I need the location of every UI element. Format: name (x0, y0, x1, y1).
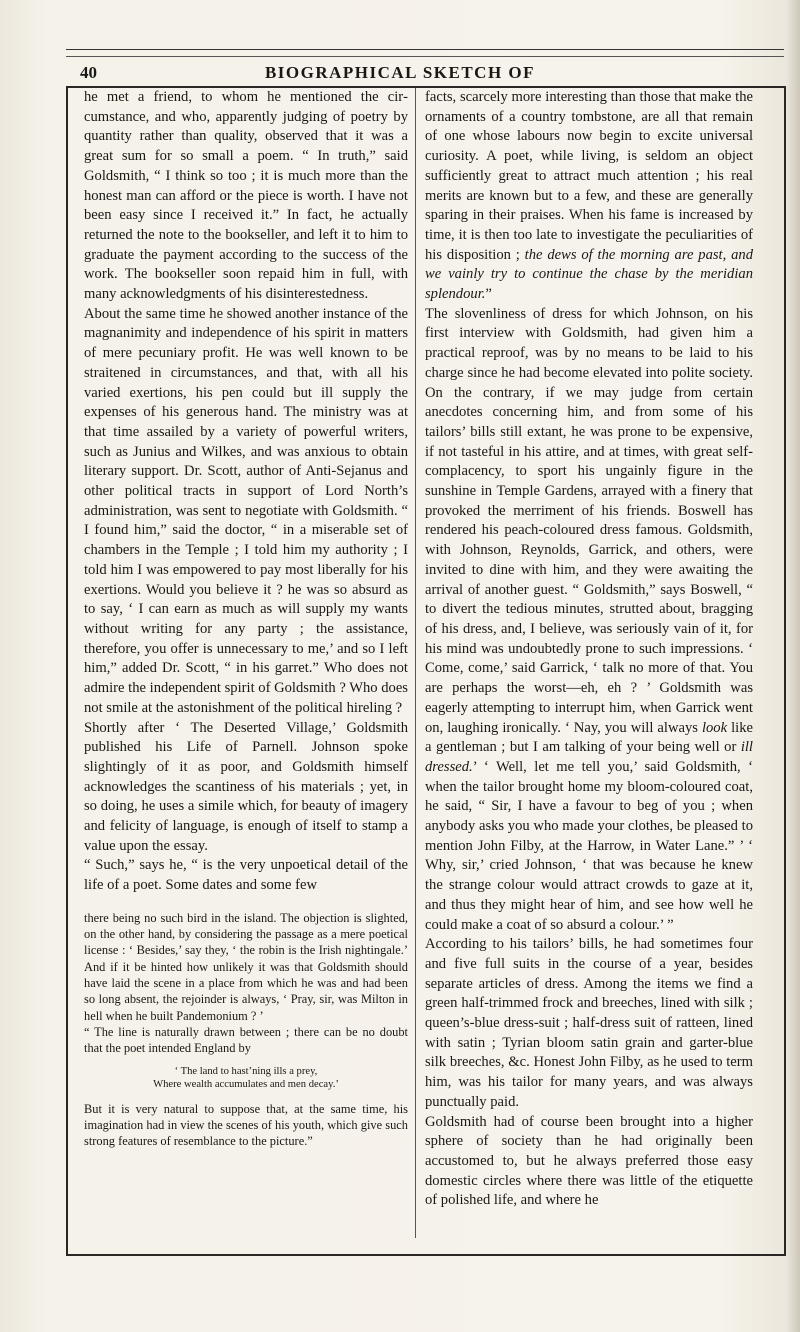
text-run: The slovenliness of dress for which Johnson, on his first interview with Goldsmith, had given him a practical reproof, was by no means to be laid to his charge since he had become elevated into polite society. On the contrary, if we may judge from certain anecdotes concerning him, and from some of his tailors’ bills still extant, he was prone to be expensive, if not tasteful in his attire, and at times, with great self-complacency, to sport his ungainly figure in the sunshine in Temple Gardens, arrayed with a finery that provoked the merriment of his friends. Boswell has rendered his peach-coloured dress famous. Goldsmith, with Johnson, Reynolds, Garrick, and others, were invited to dine with him, and they were awaiting the arrival of another guest. “ Goldsmith,” says Boswell, “ to divert the tedious minutes, strutted about, bragging of his dress, and, I believe, was seriously vain of it, for his mind was undoubtedly prone to such impressions. ‘ Come, come,’ said Garrick, ‘ talk no more of that. You are perhaps the worst—eh, eh ? ’ Goldsmith was eagerly attempting to interrupt him, when Garrick went on, laughing ironically. ‘ Nay, you will always (425, 305, 753, 736)
footnote-paragraph: But it is very natural to suppose that, at the same time, his imagination had in view the scenes of his youth, which give such strong features of resemblance to the picture.” (84, 1101, 408, 1149)
italic-word: look (701, 719, 728, 736)
text-run: ’ ‘ Well, let me tell you,’ said Goldsmith, ‘ when the tailor brought home my bloom-coloured coat, he said, “ Sir, I have a favour to beg of you ; when anybody asks you who made your clothes, be pleased to mention John Filby, at the Harrow, in Water Lane.” ’ ‘ Why, sir,’ cried Johnson, ‘ that was because he knew the strange colour would attract crowds to gaze at it, and thus they might hear of him, and see how well he could make a coat of so absurd a colour.’ ” (425, 758, 753, 933)
paragraph: “ Such,” says he, “ is the very unpoetical detail of the life of a poet. Some dates and some few (84, 857, 408, 894)
scan-edge-shadow (786, 0, 800, 1332)
top-rule (66, 49, 784, 50)
paragraph: Goldsmith had of course been brought into a higher sphere of society than he had originally been accustomed to, but he always preferred those easy domestic circles where there was little of the etiquette of polished life, and where he (425, 1113, 753, 1209)
text-run: ” (485, 286, 492, 303)
text-run: like a gentleman ; but I am talking of your being well or (425, 719, 753, 756)
footnote-paragraph: there being no such bird in the island. The objection is slighted, on the other hand, by considering the passage as a mere poetical license : ‘ Besides,’ say they, ‘ the robin is the Irish nightingale.’ And if it be hinted how unlikely it was that Goldsmith should have laid the scene in a place from which he was and had been so long absent, the rejoinder is always, ‘ Pray, sir, was Milton in hell when he built Pandemonium ? ’ (84, 910, 408, 1023)
right-column (425, 88, 753, 1211)
top-rule-secondary (66, 56, 784, 57)
verse-line: ‘ The land to hast’ning ills a prey, (174, 1065, 318, 1077)
verse-quote (84, 1065, 408, 1091)
paragraph (425, 88, 753, 305)
italic-quote: the dews of the morning are past, and we vainly try to continue the chase by the meridian splendour. (425, 246, 753, 303)
column-divider (415, 88, 416, 1238)
paragraph (425, 305, 753, 936)
page-number: 40 (80, 63, 97, 82)
left-column (84, 88, 408, 1149)
paragraph: he met a friend, to whom he mentioned the circumstance, and who, apparently judging of poetry by quantity rather than quality, observed that it was a great sum for so small a poem. “ In truth,” said Goldsmith, “ I think so too ; it is much more than the honest man can afford or the piece is worth. I have not been easy since I received it.” In fact, he actually returned the note to the bookseller, and left it to him to graduate the payment according to the success of the work. The bookseller soon repaid him in full, with many acknowledgments of his disinterestedness. (84, 89, 408, 303)
text-run: facts, scarcely more interesting than those that make the ornaments of a country tombstone, are all that remain of one whose labours now begin to excite universal curiosity. A poet, while living, is seldom an object sufficiently great to attract much attention ; his real merits are known but to a few, and these are generally sparing in their praises. When his fame is increased by time, it is then too late to investigate the peculiarities of his disposition ; (425, 89, 753, 263)
italic-word: ill dressed. (425, 739, 753, 775)
paragraph: According to his tailors’ bills, he had sometimes four and five full suits in the course of a year, besides separate articles of dress. Among the items we find a green half-trimmed frock and breeches, lined with silk ; queen’s-blue dress-suit ; half-dress suit of ratteen, lined with satin ; Tyrian bloom satin grain and garter-blue silk breeches, &c. Honest John Filby, as he used to term him, was his tailor for many years, and was always punctually paid. (425, 936, 753, 1110)
paragraph: Shortly after ‘ The Deserted Village,’ Goldsmith published his Life of Parnell. Johnson spoke slightingly of it as poor, and Goldsmith himself acknowledges the scantiness of his materials ; yet, in so doing, he uses a simile which, for beauty of imagery and felicity of language, is enough of itself to stamp a value upon the essay. (84, 719, 408, 854)
verse-line: Where wealth accumulates and men decay.’ (153, 1078, 339, 1090)
paragraph: About the same time he showed another instance of the magnanimity and independence of his spirit in matters of mere pecuniary profit. He was well known to be straitened in circumstances, and that, with all his varied exertions, his pen could but ill supply the expenses of his generous hand. The ministry was at that time assailed by a variety of powerful writers, such as Junius and Wilkes, and was anxious to obtain literary support. Dr. Scott, author of Anti-Sejanus and other political tracts in support of Lord North’s administration, was sent to negotiate with Goldsmith. “ I found him,” said the doctor, “ in a miserable set of chambers in the Temple ; I told him my authority ; I told him I was empowered to pay most liberally for his exertions. Would you believe it ? he was so absurd as to say, ‘ I can earn as much as will supply my wants without writing for any party ; the assistance, therefore, you offer is unnecessary to me,’ and so I left him,” added Dr. Scott, “ in his garret.” Who does not admire the independent spirit of Goldsmith ? Who does not smile at the astonishment of the political hireling ? (84, 305, 408, 716)
running-title: BIOGRAPHICAL SKETCH OF (264, 63, 536, 82)
footnote-paragraph: “ The line is naturally drawn between ; there can be no doubt that the poet intended England by (84, 1024, 408, 1056)
